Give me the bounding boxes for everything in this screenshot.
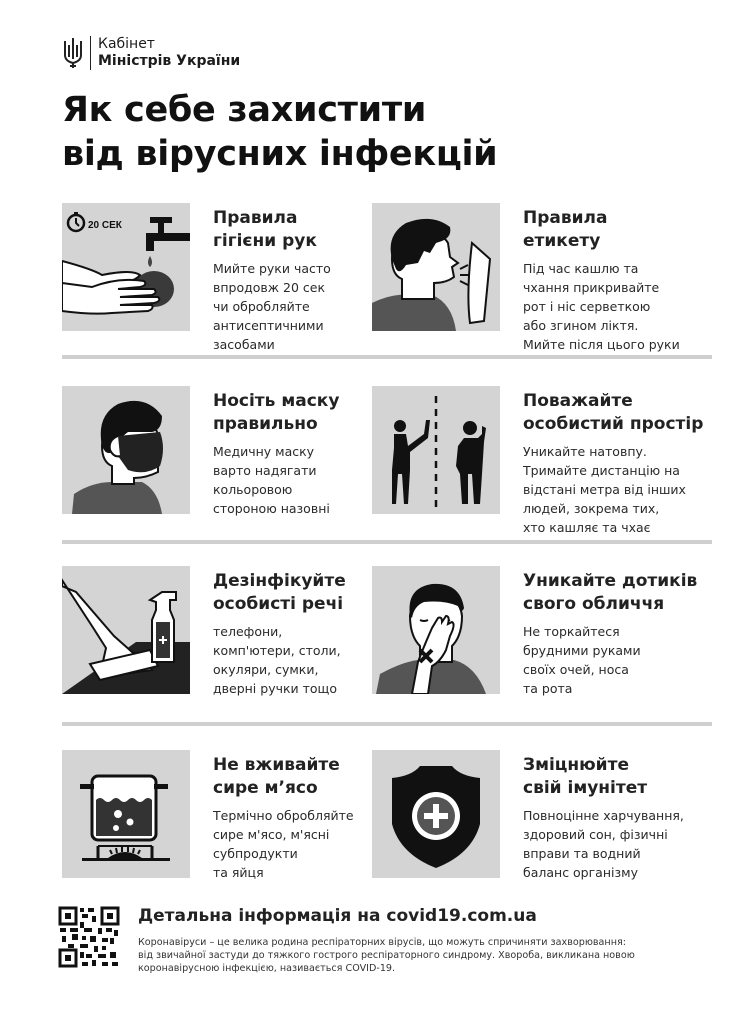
card-title-line: гігієни рук xyxy=(213,231,317,251)
card-title-line: Правила xyxy=(523,208,608,228)
card-hand-hygiene xyxy=(62,203,392,352)
page-title xyxy=(62,88,497,176)
footer-title: Детальна інформація на covid19.com.ua xyxy=(138,906,537,926)
card-body-line: рот і ніс серветкою xyxy=(523,299,651,314)
page-title-line2: від вірусних інфекцій xyxy=(62,134,498,174)
card-body-line: баланс організму xyxy=(523,865,638,880)
sneeze-tissue-icon xyxy=(372,203,500,331)
card-title-line: Носіть маску xyxy=(213,391,340,411)
card-body xyxy=(523,622,723,698)
card-body-line: та яйця xyxy=(213,865,264,880)
footer-body-line: від звичайної застуди до тяжкого гострого респіраторного синдрому. Хвороба, викликана новою xyxy=(138,950,635,961)
footer-body xyxy=(138,936,737,975)
card-body-line: або згином ліктя. xyxy=(523,318,639,333)
card-title-line: Поважайте xyxy=(523,391,633,411)
card-body-line: та рота xyxy=(523,681,573,696)
card-body-line: Мийте руки часто xyxy=(213,261,331,276)
card-etiquette xyxy=(372,203,702,352)
card-title-line: Зміцнюйте xyxy=(523,755,629,775)
card-body-line: Уникайте натовпу. xyxy=(523,444,647,459)
card-body xyxy=(523,442,723,537)
header-separator xyxy=(90,36,91,70)
card-no-raw-meat xyxy=(62,750,392,880)
card-title-line: Дезінфікуйте xyxy=(213,571,346,591)
cooking-pot-icon xyxy=(62,750,190,878)
immunity-shield-icon xyxy=(372,750,500,878)
card-body-line: окуляри, сумки, xyxy=(213,662,319,677)
card-title-line: особистий простір xyxy=(523,414,704,434)
card-body-line: Під час кашлю та xyxy=(523,261,639,276)
card-avoid-face-touch xyxy=(372,566,702,696)
card-title-line: сире м’ясо xyxy=(213,778,318,798)
handwash-icon xyxy=(62,203,190,331)
card-body-line: сире м'ясо, м'ясні xyxy=(213,827,330,842)
card-immunity xyxy=(372,750,702,880)
card-title-line: свого обличчя xyxy=(523,594,665,614)
qr-code-icon[interactable] xyxy=(58,906,120,968)
card-body-line: стороною назовні xyxy=(213,501,330,516)
card-body-line: людей, зокрема тих, xyxy=(523,501,660,516)
card-body-line: хто кашляє та чхає xyxy=(523,520,651,535)
card-title-line: особисті речі xyxy=(213,594,344,614)
card-body-line: субпродукти xyxy=(213,846,298,861)
org-name-line2: Міністрів України xyxy=(98,53,241,69)
card-body-line: впродовж 20 сек xyxy=(213,280,326,295)
card-title-line: Не вживайте xyxy=(213,755,340,775)
card-body-line: кольоровою xyxy=(213,482,293,497)
divider xyxy=(62,540,712,544)
card-title-line: Уникайте дотиків xyxy=(523,571,698,591)
footer-body-line: коронавірусною інфекцією, називається COVID-19. xyxy=(138,963,396,974)
card-title-line: Правила xyxy=(213,208,298,228)
card-body-line: чи обробляйте xyxy=(213,299,310,314)
no-face-touch-icon xyxy=(372,566,500,694)
card-body-line: Тримайте дистанцію на xyxy=(523,463,680,478)
card-body-line: дверні ручки тощо xyxy=(213,681,337,696)
card-body-line: Медичну маску xyxy=(213,444,315,459)
card-title-line: свій імунітет xyxy=(523,778,648,798)
card-body-line: брудними руками xyxy=(523,643,641,658)
card-wear-mask xyxy=(62,386,392,516)
card-body-line: телефони, xyxy=(213,624,283,639)
org-name-line1: Кабінет xyxy=(98,36,155,52)
card-body-line: засобами xyxy=(213,337,275,352)
card-body-line: антисептичними xyxy=(213,318,324,333)
face-mask-icon xyxy=(62,386,190,514)
header xyxy=(62,36,240,70)
divider xyxy=(62,355,712,359)
card-body-line: Повноцінне харчування, xyxy=(523,808,684,823)
card-disinfect xyxy=(62,566,392,696)
card-title-line: правильно xyxy=(213,414,318,434)
distance-icon xyxy=(372,386,500,514)
card-title-line: етикету xyxy=(523,231,601,251)
card-body-line: Не торкайтеся xyxy=(523,624,620,639)
card-body-line: варто надягати xyxy=(213,463,317,478)
card-personal-space xyxy=(372,386,704,535)
card-body-line: комп'ютери, столи, xyxy=(213,643,341,658)
card-body-line: Мийте після цього руки xyxy=(523,337,680,352)
footer-body-line: Коронавіруси – це велика родина респіраторних вірусів, що можуть спричиняти захворювання: xyxy=(138,937,626,948)
card-body-line: вправи та водний xyxy=(523,846,641,861)
card-body xyxy=(523,806,723,882)
card-body-line: Термічно обробляйте xyxy=(213,808,354,823)
divider xyxy=(62,722,712,726)
page-title-line1: Як себе захистити xyxy=(62,90,427,130)
disinfect-spray-icon xyxy=(62,566,190,694)
card-body xyxy=(523,259,723,354)
card-body-line: відстані метра від інших xyxy=(523,482,686,497)
svg-text:20 СЕК: 20 СЕК xyxy=(88,220,122,231)
card-body-line: здоровий сон, фізичні xyxy=(523,827,668,842)
card-body-line: своїх очей, носа xyxy=(523,662,629,677)
trident-icon xyxy=(62,37,84,69)
card-body-line: чхання прикривайте xyxy=(523,280,660,295)
